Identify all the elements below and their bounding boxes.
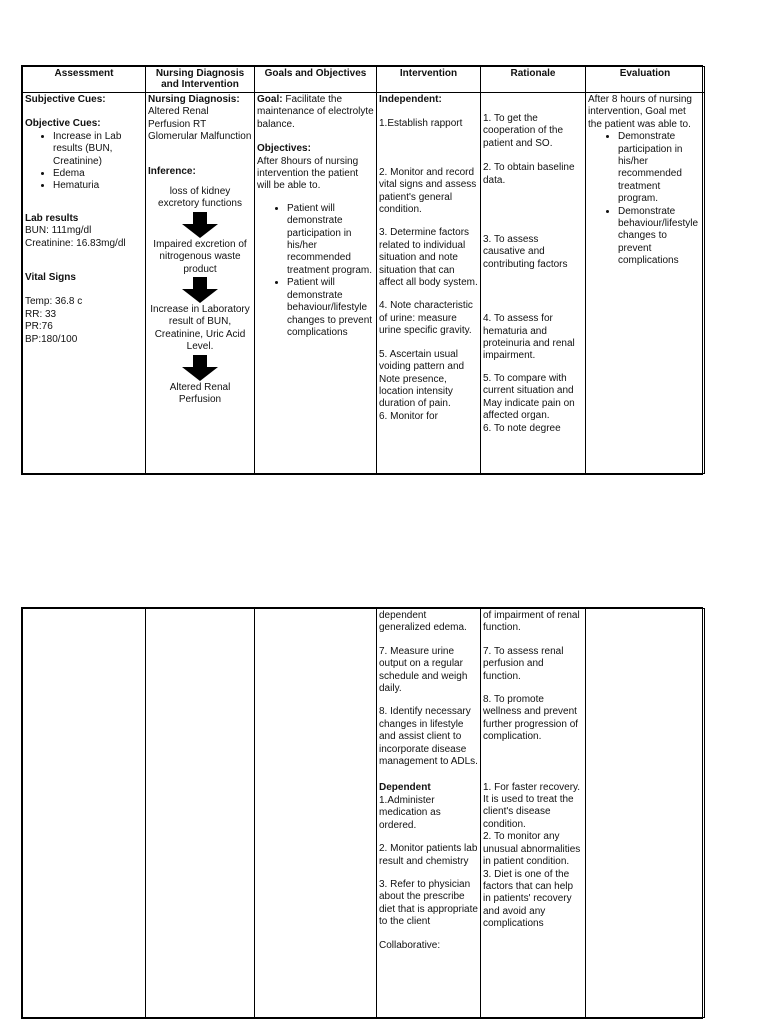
care-plan-table-page-1 <box>21 65 703 475</box>
independent-label: Independent: <box>379 94 442 105</box>
list-item: • Increase in Lab results (BUN, Creatinine) <box>53 131 143 168</box>
flow-step: Impaired excretion of nitrogenous waste product <box>153 238 247 275</box>
list-item: • Edema <box>53 168 143 180</box>
list-item: • Demonstrate participation in his/her recommended treatment program. <box>618 131 702 205</box>
rationale-item: 4. To assess for hematuria and proteinuria and renal impairment. <box>483 313 575 362</box>
vitals-label: Vital Signs <box>25 272 76 284</box>
intervention-item: dependent generalized edema. <box>379 610 467 634</box>
rationale-item: 6. To note degree <box>483 422 561 434</box>
lab-label: Lab results <box>25 212 79 224</box>
header-diagnosis: Nursing Diagnosis and Intervention <box>146 67 255 93</box>
rationale-item: of impairment of renal function. <box>483 610 580 634</box>
intervention-item: 6. Monitor for <box>379 410 438 422</box>
intervention-item: 1.Establish rapport <box>379 118 463 130</box>
dependent-label: Dependent <box>379 782 431 794</box>
objectives-list <box>257 203 374 339</box>
intervention-item: 8. Identify necessary changes in lifestyle and assist client to incorporate disease management to ADLs. <box>379 706 478 768</box>
goal-block <box>257 94 374 131</box>
lab-value: BUN: 111mg/dl <box>25 225 92 237</box>
vital-value: BP:180/100 <box>25 333 78 345</box>
list-item: • Patient will demonstrate behaviour/lifestyle changes to prevent complications <box>287 277 374 339</box>
rationale-item: 3. Diet is one of the factors that can help in patients' recovery and avoid any complications <box>483 868 574 930</box>
intervention-item: 3. Determine factors related to individual situation and note situation that can affect all body system. <box>379 227 478 289</box>
down-arrow-icon <box>148 277 252 303</box>
header-rationale: Rationale <box>481 67 586 93</box>
rationale-item: 5. To compare with current situation and May indicate pain on affected organ. <box>483 372 575 422</box>
flow-step: loss of kidney excretory functions <box>158 186 242 210</box>
evaluation-intro: After 8 hours of nursing intervention, Goal met the patient was able to. <box>588 94 692 130</box>
intervention-item: 4. Note characteristic of urine: measure urine specific gravity. <box>379 300 473 337</box>
goal-label: Goal: <box>257 94 283 105</box>
rationale-item: 1. To get the cooperation of the patient and SO. <box>483 113 564 149</box>
down-arrow-icon <box>148 355 252 381</box>
goals-cell <box>255 93 377 474</box>
diagnosis-cell <box>146 93 255 474</box>
objective-list <box>25 131 143 193</box>
rationale-cell <box>481 609 586 1018</box>
goal-text: Facilitate the maintenance of electrolyte balance. <box>257 94 374 130</box>
header-intervention: Intervention <box>377 67 481 93</box>
header-goals: Goals and Objectives <box>255 67 377 93</box>
flow-step: Increase in Laboratory result of BUN, Creatinine, Uric Acid Level. <box>150 304 250 353</box>
care-plan-table <box>22 66 705 474</box>
intervention-cell <box>377 609 481 1018</box>
rationale-item: 8. To promote wellness and prevent further progression of complication. <box>483 694 579 743</box>
intervention-item: 7. Measure urine output on a regular schedule and weigh daily. <box>379 645 468 695</box>
intervention-item: 5. Ascertain usual voiding pattern and Note presence, location intensity duration of pain. <box>379 348 465 410</box>
care-plan-table-page-2 <box>21 607 703 1019</box>
list-item: • Patient will demonstrate participation in his/her recommended treatment program. <box>287 203 374 277</box>
rationale-item: 2. To monitor any unusual abnormalities in patient condition. <box>483 831 581 868</box>
evaluation-list <box>588 131 702 267</box>
objective-label: Objective Cues: <box>25 118 101 130</box>
intervention-item: 2. Monitor patients lab result and chemistry <box>379 843 478 867</box>
vital-value: RR: 33 <box>25 308 57 320</box>
header-assessment: Assessment <box>23 67 146 93</box>
goals-cell-empty <box>255 609 377 1018</box>
content-row <box>23 93 705 474</box>
content-row <box>23 609 705 1018</box>
header-row <box>23 67 705 93</box>
list-item: • Hematuria <box>53 180 143 192</box>
collaborative-label: Collaborative: <box>379 939 441 951</box>
care-plan-table-continued <box>22 608 705 1018</box>
intervention-item: 1.Administer medication as ordered. <box>379 794 441 831</box>
rationale-item: 3. To assess causative and contributing factors <box>483 234 568 270</box>
evaluation-cell <box>586 93 705 474</box>
diagnosis-cell-empty <box>146 609 255 1018</box>
intervention-item: 2. Monitor and record vital signs and assess patient's general condition. <box>379 166 477 216</box>
lab-value: Creatinine: 16.83mg/dl <box>25 237 126 249</box>
rationale-item: 1. For faster recovery. It is used to treat the client's disease condition. <box>483 781 581 830</box>
flow-step: Altered Renal Perfusion <box>169 381 231 406</box>
assessment-cell <box>23 93 146 474</box>
diagnosis-block <box>148 94 252 144</box>
objectives-intro: After 8hours of nursing intervention the patient will be able to. <box>257 155 359 192</box>
vital-value: PR:76 <box>25 321 53 333</box>
diagnosis-text: Altered Renal Perfusion RT Glomerular Malfunction <box>148 106 252 143</box>
down-arrow-icon <box>148 212 252 238</box>
evaluation-cell-empty <box>586 609 705 1018</box>
intervention-item: 3. Refer to physician about the prescribe diet that is appropriate to the client <box>379 878 478 928</box>
intervention-cell <box>377 93 481 474</box>
inference-label: Inference: <box>148 165 196 177</box>
assessment-cell-empty <box>23 609 146 1018</box>
rationale-cell <box>481 93 586 474</box>
vital-value: Temp: 36.8 c <box>25 296 83 308</box>
rationale-item: 2. To obtain baseline data. <box>483 162 575 186</box>
subjective-label: Subjective Cues: <box>25 94 106 105</box>
rationale-item: 7. To assess renal perfusion and function. <box>483 645 564 682</box>
list-item: • Demonstrate behaviour/lifestyle changes to prevent complications <box>618 206 702 268</box>
header-evaluation: Evaluation <box>586 67 705 93</box>
diagnosis-label: Nursing Diagnosis: <box>148 94 240 105</box>
objectives-label: Objectives: <box>257 143 311 155</box>
